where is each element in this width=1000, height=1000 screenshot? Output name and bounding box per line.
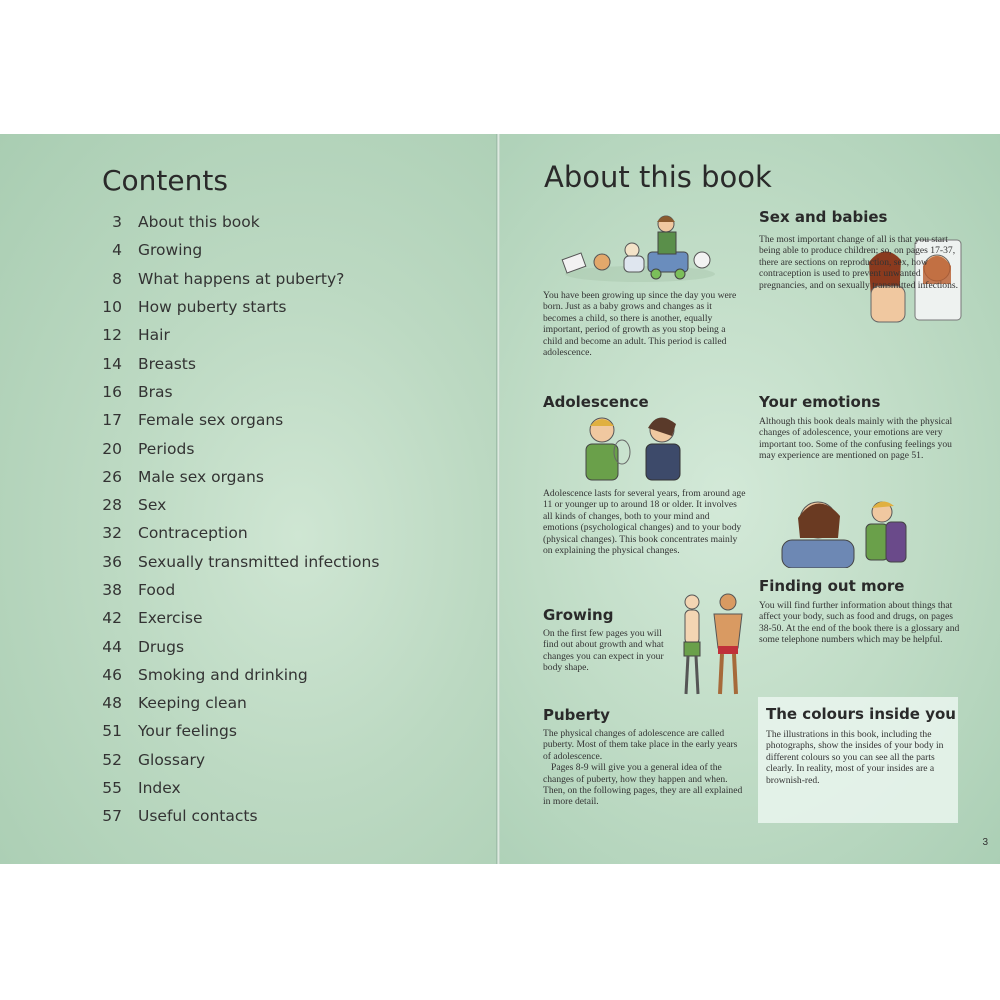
contents-page-number: 20	[102, 439, 122, 458]
emotions-text: Although this book deals mainly with the physical changes of adolescence, your emotions are very important too. Some of the confusing feelings you may experience are mentioned on page 51.	[759, 416, 953, 462]
contents-label: Growing	[138, 241, 203, 260]
contents-label: Periods	[138, 439, 195, 458]
feelings-illustration	[778, 494, 910, 568]
contents-label: Breasts	[138, 354, 196, 373]
contents-item	[96, 802, 379, 830]
contents-title: Contents	[102, 164, 228, 197]
contents-item	[96, 208, 379, 236]
contents-page-number: 52	[102, 750, 122, 769]
contents-label: Food	[138, 581, 176, 599]
contents-label: Smoking and drinking	[138, 665, 308, 684]
contents-label: Exercise	[138, 609, 203, 628]
contents-item	[96, 378, 379, 406]
contents-item	[96, 293, 379, 321]
contents-item	[96, 463, 379, 491]
contents-page-number: 42	[102, 609, 122, 628]
contents-page-number: 10	[102, 298, 122, 317]
contents-label: Contraception	[138, 524, 248, 543]
puberty-text: The physical changes of adolescence are called puberty. Most of them take place in the early years of adolescence. Pages 8-9 will give you a general idea of the changes of puberty, how they happen and when. Then, on the following pages, they are all explained in more detail.	[543, 728, 743, 808]
finding-out-text: You will find further information about things that affect your body, such as food and drugs, on pages 38-50. At the end of the book there is a glossary and some telephone numbers which may be helpful.	[759, 600, 960, 646]
right-page	[500, 134, 1000, 864]
contents-item	[96, 321, 379, 349]
contents-item	[96, 604, 379, 632]
sex-babies-heading: Sex and babies	[759, 208, 888, 226]
contents-page-number: 12	[102, 326, 122, 345]
contents-page-number: 57	[102, 807, 122, 826]
contents-label: Female sex organs	[138, 411, 284, 430]
contents-page-number: 38	[102, 581, 122, 599]
contents-item	[96, 717, 379, 745]
growing-heading: Growing	[543, 606, 614, 624]
contents-label: What happens at puberty?	[138, 269, 345, 288]
adolescence-text: Adolescence lasts for several years, from around age 11 or younger up to around 18 or older. It involves all kinds of changes, both to your mind and emotions (psychological changes) and to your body (physical changes). This book concentrates mainly on explaining the physical changes.	[543, 488, 746, 557]
contents-page-number: 3	[112, 213, 122, 232]
contents-label: Sexually transmitted infections	[138, 552, 380, 571]
contents-page-number: 14	[102, 354, 122, 373]
contents-page-number: 17	[102, 411, 122, 430]
contents-list	[96, 208, 379, 831]
toys-illustration	[560, 212, 720, 284]
contents-label: Male sex organs	[138, 467, 264, 486]
emotions-heading: Your emotions	[759, 393, 881, 411]
contents-page-number: 48	[102, 694, 122, 713]
contents-page-number: 4	[112, 241, 122, 260]
contents-label: Keeping clean	[138, 694, 247, 713]
intro-text: You have been growing up since the day you were born. Just as a baby grows and changes as it becomes a child, so there is another, equally important, period of growth as you stop being a child and become an adult. This period is called adolescence.	[543, 290, 737, 359]
contents-item	[96, 236, 379, 264]
body-shapes-illustration	[670, 592, 752, 700]
contents-item	[96, 406, 379, 434]
contents-item	[96, 349, 379, 377]
contents-label: Drugs	[138, 637, 185, 656]
finding-out-heading: Finding out more	[759, 577, 905, 595]
contents-page-number: 51	[102, 722, 122, 741]
contents-page-number: 32	[102, 524, 122, 543]
sex-babies-text: The most important change of all is that you start being able to produce children; so, on pages 17-37, there are sections on reproduction, sex, how contraception is used to prevent unwanted pregnancies, and on sexually transmitted infections.	[759, 234, 959, 291]
left-page	[0, 134, 497, 864]
contents-item	[96, 689, 379, 717]
contents-label: Index	[138, 779, 181, 798]
contents-item	[96, 661, 379, 689]
contents-item	[96, 519, 379, 547]
contents-label: Your feelings	[138, 722, 237, 741]
contents-label: About this book	[138, 213, 260, 232]
contents-page-number: 36	[102, 552, 122, 571]
contents-page-number: 46	[102, 665, 122, 684]
contents-item	[96, 774, 379, 802]
contents-label: Useful contacts	[138, 807, 258, 826]
contents-label: Glossary	[138, 750, 205, 769]
puberty-heading: Puberty	[543, 706, 610, 724]
contents-label: How puberty starts	[138, 298, 287, 317]
contents-page-number: 16	[102, 382, 122, 401]
contents-page-number: 28	[102, 496, 122, 515]
colours-heading: The colours inside you	[766, 705, 956, 723]
growing-text: On the first few pages you will find out about growth and what changes you can expect in your body shape.	[543, 628, 664, 674]
teenagers-illustration	[572, 414, 692, 482]
contents-item	[96, 434, 379, 462]
contents-page-number: 44	[102, 637, 122, 656]
contents-item	[96, 265, 379, 293]
page-number: 3	[982, 837, 988, 848]
colours-text: The illustrations in this book, including the photographs, show the insides of your body in different colours so you can see all the parts clearly. In reality, most of your insides are a brownish-red.	[766, 729, 944, 786]
contents-item	[96, 491, 379, 519]
adolescence-heading: Adolescence	[543, 393, 649, 411]
contents-page-number: 8	[112, 269, 122, 288]
contents-item	[96, 548, 379, 576]
contents-label: Bras	[138, 382, 173, 401]
about-title: About this book	[544, 160, 772, 194]
contents-label: Sex	[138, 496, 167, 515]
contents-item	[96, 746, 379, 774]
contents-page-number: 55	[102, 779, 122, 798]
contents-label: Hair	[138, 326, 170, 345]
contents-item	[96, 632, 379, 660]
contents-item	[96, 576, 379, 604]
contents-page-number: 26	[102, 467, 122, 486]
